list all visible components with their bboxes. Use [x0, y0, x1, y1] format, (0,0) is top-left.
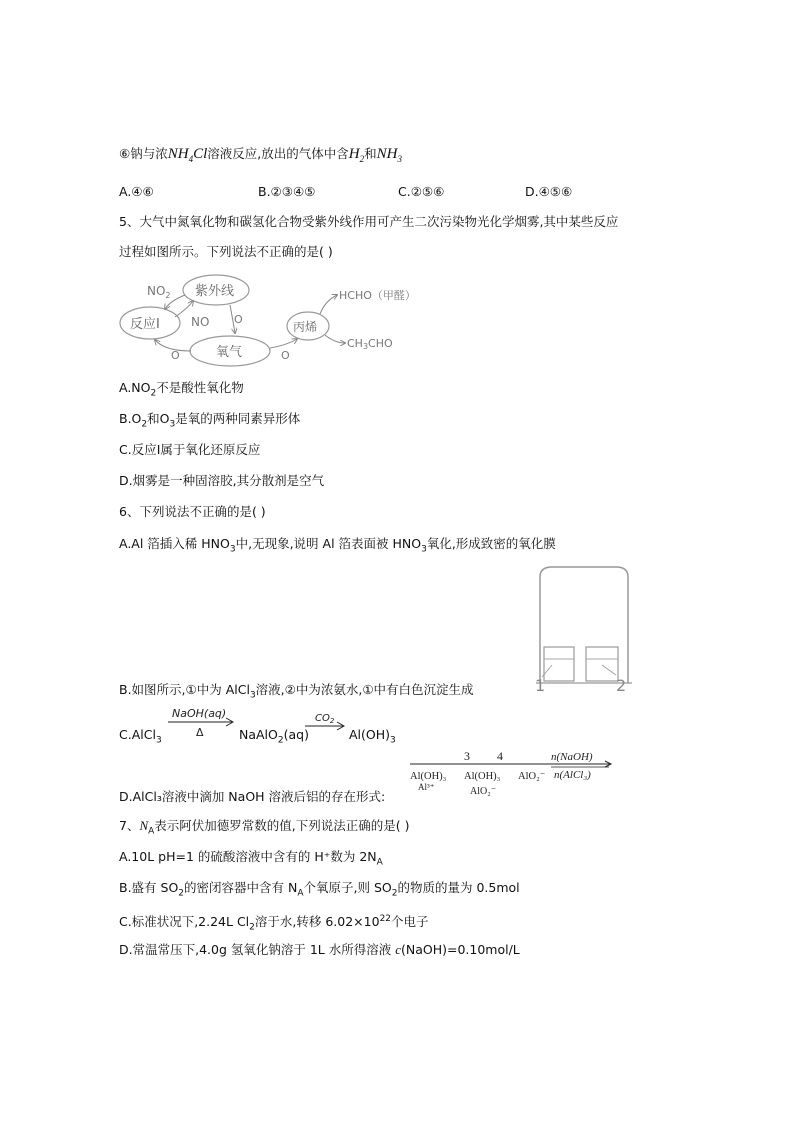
- label-hcho: HCHO（甲醛）: [339, 289, 416, 302]
- axis-label-top: n(NaOH): [551, 751, 593, 763]
- q5-stem-line1: 5、大气中氮氧化物和碳氢化合物受紫外线作用可产生二次污染物光化学烟雾,其中某些反应: [119, 214, 619, 229]
- q6-option-c-arrow-2: [303, 710, 347, 740]
- q6-option-c-start: C.AlCl$_3$: [119, 727, 162, 746]
- q7-stem: 7、$N_A$表示阿伏加德罗常数的值,下列说法正确的是( ): [119, 818, 410, 837]
- seg2-bottom: AlO₂⁻: [470, 786, 496, 797]
- label-o-right: O: [234, 313, 243, 326]
- seg1-bottom: Al³⁺: [418, 782, 435, 792]
- q6-option-c-mid: NaAlO$_2$(aq): [239, 727, 309, 746]
- seg1-top: Al(OH)₃: [410, 771, 447, 782]
- q7-option-d: D.常温常压下,4.0g 氢氧化钠溶于 1L 水所得溶液 c(NaOH)=0.10mol/L: [119, 942, 520, 957]
- seg2-top: Al(OH)₃: [464, 771, 501, 782]
- tick-label-4: 4: [497, 749, 503, 763]
- beaker-label-1: 1: [535, 676, 546, 693]
- q6-stem: 6、下列说法不正确的是( ): [119, 504, 266, 519]
- seg3-top: AlO₂⁻: [518, 771, 546, 782]
- arrow-propene-to-ch3cho: [325, 335, 345, 343]
- label-uv: 紫外线: [195, 284, 235, 299]
- label-o-bottom-right: O: [281, 349, 290, 362]
- q5-reaction-diagram: [115, 273, 445, 373]
- label-no2: $NO_2$: [147, 284, 171, 300]
- bell-jar: [540, 567, 628, 683]
- label-o-bottom-left: O: [171, 349, 180, 362]
- text: 和: [364, 146, 377, 161]
- beaker-2: [586, 647, 618, 681]
- arrow2-condition-top: $CO_2$: [315, 713, 335, 725]
- q5-option-b: $B.O_2$和$O_3$是氧的两种同素异形体: [119, 411, 301, 430]
- option-d: D.④⑤⑥: [525, 184, 573, 199]
- q7-option-b: B.盛有 $SO_2$的密闭容器中含有 $N_A$个氧原子,则 $SO_2$的物质的量为 0.5mol: [119, 880, 520, 899]
- q6-option-d: D.AlCl₃溶液中滴加 NaOH 溶液后铝的存在形式:: [119, 789, 386, 804]
- option-a: A.④⑥: [119, 184, 154, 199]
- label-ch3cho: CH3CHO: [347, 337, 393, 351]
- arrow1-condition-bottom: Δ: [196, 726, 204, 739]
- label-reaction1: 反应I: [130, 317, 160, 332]
- beaker-label-2: 2: [616, 676, 627, 693]
- q7-option-a: A.10L pH=1 的硫酸溶液中含有的 H⁺数为 $2N_A$: [119, 849, 383, 868]
- label-oxygen: 氧气: [216, 345, 243, 360]
- tick-label-3: 3: [464, 749, 470, 763]
- label-propene: 丙烯: [293, 320, 318, 334]
- option-b: B.②③④⑤: [258, 184, 316, 199]
- beaker-1: [544, 647, 574, 681]
- q5-option-d: D.烟雾是一种固溶胶,其分散剂是空气: [119, 473, 325, 488]
- beaker-diagram: [530, 563, 640, 693]
- formula-h2: $H_2$: [348, 146, 365, 164]
- q6-number-line: [406, 748, 616, 798]
- arrow-propene-to-hcho: [320, 295, 337, 314]
- item-6-line: [119, 145, 402, 168]
- label-no: NO: [191, 315, 210, 329]
- arrow-oxygen-to-propene: [270, 339, 297, 348]
- leader-2: [602, 665, 616, 675]
- text: 溶液反应,放出的气体中含: [207, 146, 349, 161]
- formula-nh3: $NH_3$: [376, 146, 402, 164]
- q6-option-c-end: $Al(OH)_3$: [349, 727, 396, 746]
- q7-option-c: C.标准状况下,2.24L $Cl_2$溶于水,转移 $6.02\times 10^{22}$个电子: [119, 914, 429, 933]
- option-c: C.②⑤⑥: [398, 184, 445, 199]
- q5-option-c: C.反应I属于氧化还原反应: [119, 442, 261, 457]
- text: ⑥钠与浓: [119, 146, 168, 161]
- q5-option-a: $A.NO_2$不是酸性氧化物: [119, 380, 244, 399]
- q6-option-c-arrow-1: [166, 704, 236, 740]
- axis-label-bottom: n(AlCl₃): [554, 769, 591, 781]
- q6-option-a: A.Al 箔插入稀 $HNO_3$中,无现象,说明 Al 箔表面被 $HNO_3$氧化,形成致密的氧化膜: [119, 536, 556, 555]
- q5-stem-line2: 过程如图所示。下列说法不正确的是( ): [119, 244, 333, 259]
- q6-option-b: B.如图所示,①中为 AlCl$_3$溶液,②中为浓氨水,①中有白色沉淀生成: [119, 682, 474, 701]
- arrow1-condition-top: NaOH(aq): [172, 707, 227, 720]
- formula-nh4cl: $NH_4Cl$: [167, 146, 208, 164]
